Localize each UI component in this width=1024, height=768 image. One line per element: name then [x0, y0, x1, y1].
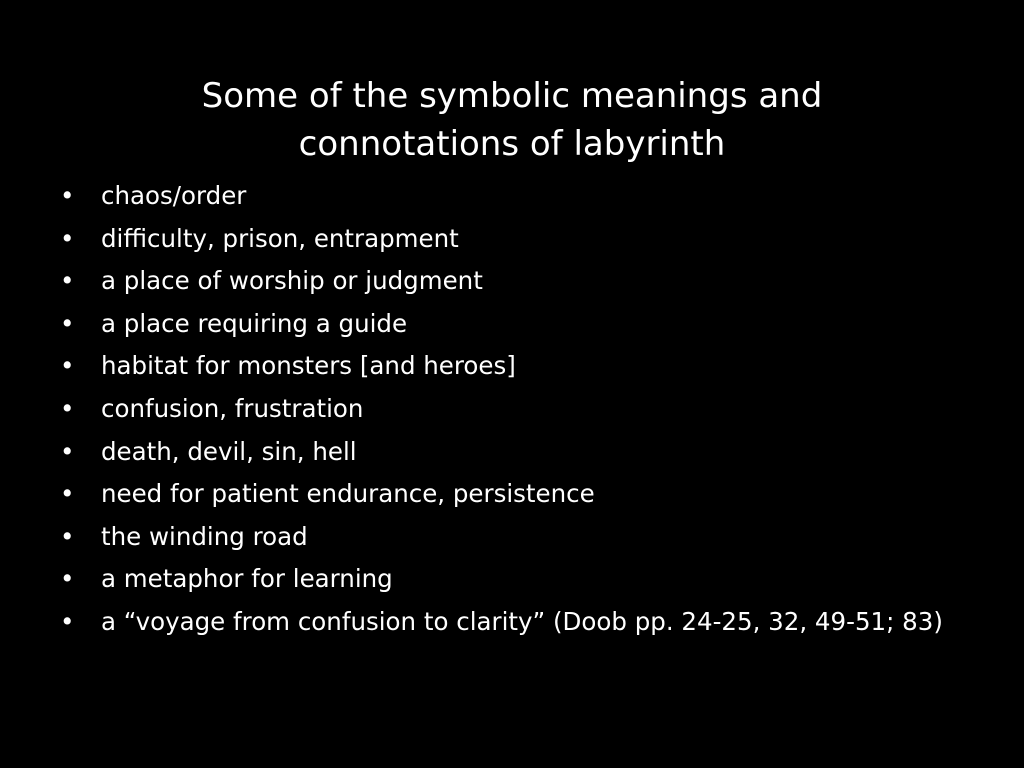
bullet-text: a “voyage from confusion to clarity” (Doob pp. 24-25, 32, 49-51; 83): [101, 606, 943, 636]
bullet-text: confusion, frustration: [101, 393, 364, 423]
bullet-text: chaos/order: [101, 181, 247, 210]
bullet-item: [60, 563, 960, 595]
bullet-text: habitat for monsters [and heroes]: [101, 351, 516, 381]
bullet-text: the winding road: [101, 521, 308, 551]
bullet-dot-icon: •: [60, 606, 75, 636]
bullet-dot-icon: •: [60, 393, 75, 423]
bullet-item: [60, 521, 960, 553]
bullet-dot-icon: •: [60, 436, 75, 466]
bullet-text: a place requiring a guide: [101, 308, 408, 338]
bullet-text: difficulty, prison, entrapment: [101, 223, 459, 253]
slide-title-line-2: connotations of labyrinth: [298, 124, 726, 164]
bullet-dot-icon: •: [60, 351, 75, 381]
bullet-item: [60, 265, 960, 297]
bullet-dot-icon: •: [60, 521, 75, 551]
bullet-dot-icon: •: [60, 181, 75, 210]
bullet-dot-icon: •: [60, 308, 75, 338]
bullet-item: [60, 393, 960, 425]
bullet-item: [60, 308, 960, 340]
slide-title: [120, 72, 904, 168]
bullet-list: [60, 180, 960, 649]
bullet-text: a place of worship or judgment: [101, 266, 483, 296]
bullet-dot-icon: •: [60, 564, 75, 594]
bullet-dot-icon: •: [60, 479, 75, 509]
bullet-dot-icon: •: [60, 223, 75, 253]
bullet-dot-icon: •: [60, 266, 75, 296]
bullet-text: death, devil, sin, hell: [101, 436, 357, 466]
bullet-text: need for patient endurance, persistence: [101, 479, 595, 509]
bullet-text: a metaphor for learning: [101, 564, 393, 594]
bullet-item: [60, 180, 960, 212]
bullet-item: [60, 350, 960, 382]
slide-title-line-1: Some of the symbolic meanings and: [201, 76, 823, 116]
bullet-item: [60, 436, 960, 468]
bullet-item: [60, 606, 960, 638]
bullet-item: [60, 223, 960, 255]
bullet-item: [60, 478, 960, 510]
